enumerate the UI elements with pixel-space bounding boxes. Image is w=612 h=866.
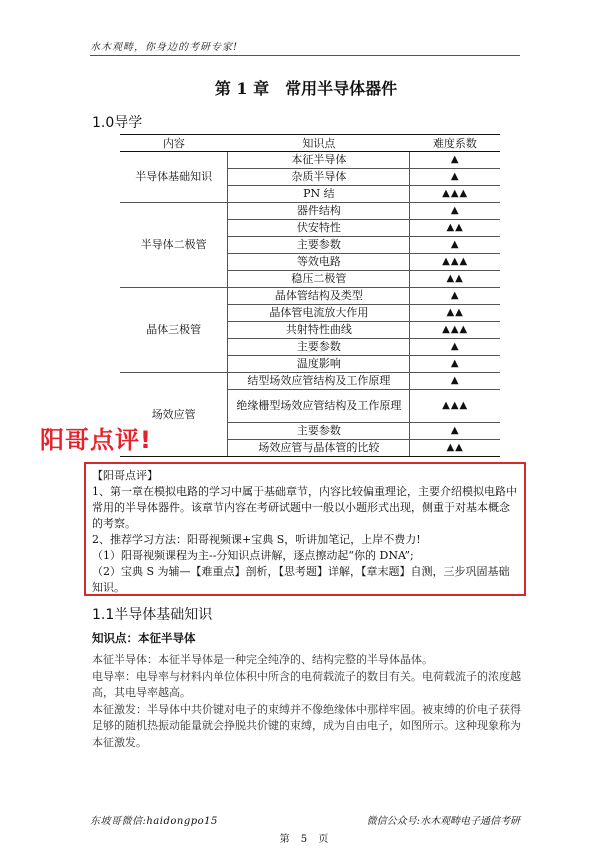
- difficulty-level: ▲: [410, 339, 500, 356]
- knowledge-point: 等效电路: [228, 254, 410, 271]
- header-point: 知识点: [228, 135, 410, 152]
- footer-official-account: 微信公众号:水木观畴电子通信考研: [366, 816, 520, 827]
- table-row: [120, 203, 500, 220]
- difficulty-level: ▲▲: [410, 305, 500, 322]
- comment-box: [84, 462, 526, 596]
- difficulty-level: ▲▲: [410, 220, 500, 237]
- group-name: 半导体二极管: [120, 203, 228, 288]
- group-name: 半导体基础知识: [120, 152, 228, 203]
- knowledge-point: 共射特性曲线: [228, 322, 410, 339]
- knowledge-point: 稳压二极管: [228, 271, 410, 288]
- difficulty-level: ▲▲: [410, 440, 500, 457]
- section-heading-intro: 1.0导学: [92, 115, 143, 131]
- header-rule: [90, 55, 520, 56]
- difficulty-level: ▲: [410, 423, 500, 440]
- knowledge-point-heading: 知识点：本征半导体: [92, 631, 196, 645]
- knowledge-point: 主要参数: [228, 339, 410, 356]
- comment-stamp: 阳哥点评!: [40, 426, 152, 454]
- difficulty-level: ▲▲: [410, 271, 500, 288]
- difficulty-level: ▲: [410, 203, 500, 220]
- knowledge-table: [120, 134, 500, 457]
- body-paragraph: 本征激发：半导体中共价键对电子的束缚并不像绝缘体中那样牢固。被束缚的价电子获得足够的随机热振动能量就会挣脱共价键的束缚，成为自由电子，如图所示。这种现象称为本征激发。: [92, 702, 521, 749]
- knowledge-point: 杂质半导体: [228, 169, 410, 186]
- knowledge-point: 伏安特性: [228, 220, 410, 237]
- header-content: 内容: [120, 135, 228, 152]
- body-text: [92, 652, 522, 751]
- table-row: [120, 288, 500, 305]
- header-difficulty: 难度系数: [410, 135, 500, 152]
- difficulty-level: ▲▲▲: [410, 186, 500, 203]
- page-number: 第 5 页: [279, 834, 333, 845]
- table-header-row: [120, 135, 500, 152]
- knowledge-point: 器件结构: [228, 203, 410, 220]
- knowledge-point: 温度影响: [228, 356, 410, 373]
- header-slogan: 水木观畴，你身边的考研专家!: [90, 42, 239, 53]
- body-paragraph: 本征半导体：本征半导体是一种完全纯净的、结构完整的半导体晶体。: [92, 653, 433, 666]
- knowledge-point: 主要参数: [228, 423, 410, 440]
- difficulty-level: ▲: [410, 237, 500, 254]
- knowledge-point: 结型场效应管结构及工作原理: [228, 373, 410, 390]
- difficulty-level: ▲: [410, 288, 500, 305]
- comment-paragraph: （1）阳哥视频课程为主--分知识点讲解，逐点擦动起“你的 DNA”;: [92, 549, 414, 562]
- difficulty-level: ▲▲▲: [410, 254, 500, 271]
- group-name: 晶体三极管: [120, 288, 228, 373]
- group-name: 场效应管: [120, 373, 228, 457]
- comment-title: 【阳哥点评】: [92, 469, 158, 482]
- comment-paragraph: 2、推荐学习方法：阳哥视频课+宝典 S，听讲加笔记，上岸不费力!: [92, 533, 421, 546]
- difficulty-level: ▲▲▲: [410, 322, 500, 339]
- table-row: [120, 373, 500, 390]
- knowledge-point: 主要参数: [228, 237, 410, 254]
- body-paragraph: 电导率：电导率与材料内单位体积中所含的电荷载流子的数目有关。电荷载流子的浓度越高，其电导率越高。: [92, 669, 521, 699]
- section-heading-1-1: 1.1半导体基础知识: [92, 607, 213, 623]
- comment-paragraph: 1、第一章在模拟电路的学习中属于基础章节，内容比较偏重理论，主要介绍模拟电路中常用的半导体器件。该章节内容在考研试题中一般以小题形式出现，侧重于对基本概念的考察。: [92, 485, 517, 530]
- difficulty-level: ▲: [410, 169, 500, 186]
- chapter-title: 第 1 章 常用半导体器件: [214, 79, 398, 98]
- difficulty-level: ▲: [410, 152, 500, 169]
- difficulty-level: ▲: [410, 373, 500, 390]
- table-row: [120, 152, 500, 169]
- knowledge-point: 绝缘栅型场效应管结构及工作原理: [228, 390, 410, 423]
- difficulty-level: ▲: [410, 356, 500, 373]
- knowledge-point: 本征半导体: [228, 152, 410, 169]
- knowledge-point: 晶体管电流放大作用: [228, 305, 410, 322]
- knowledge-point: 场效应管与晶体管的比较: [228, 440, 410, 457]
- comment-paragraph: （2）宝典 S 为辅—【难重点】剖析，【思考题】详解，【章末题】自测，三步巩固基础知识。: [92, 565, 510, 594]
- difficulty-level: ▲▲▲: [410, 390, 500, 423]
- knowledge-point: PN 结: [228, 186, 410, 203]
- footer-wechat: 东坡哥微信:haidongpo15: [90, 816, 218, 827]
- knowledge-point: 晶体管结构及类型: [228, 288, 410, 305]
